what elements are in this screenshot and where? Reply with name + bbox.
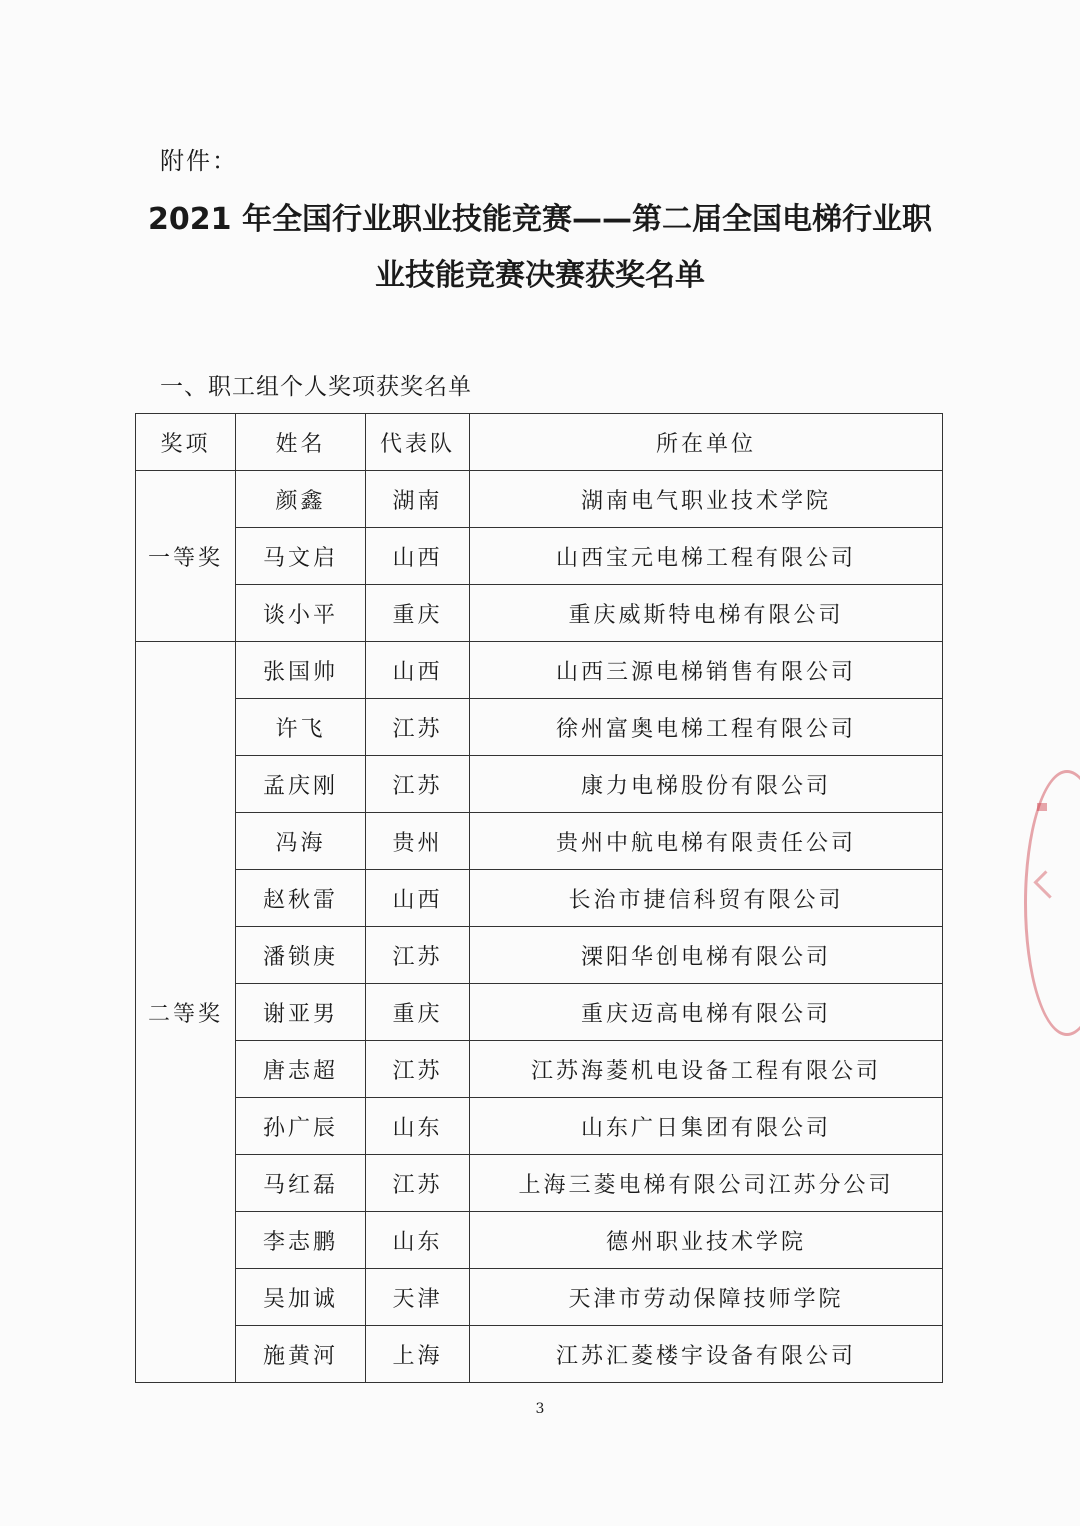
team-cell: 山西	[366, 870, 470, 927]
header-name: 姓名	[236, 414, 366, 471]
team-cell: 湖南	[366, 471, 470, 528]
winner-name-cell: 马红磊	[236, 1155, 366, 1212]
table-row	[136, 927, 943, 984]
document-title	[140, 192, 940, 304]
team-cell: 江苏	[366, 1041, 470, 1098]
unit-cell: 贵州中航电梯有限责任公司	[470, 813, 943, 870]
page-number: 3	[535, 1401, 545, 1417]
table-row	[136, 1041, 943, 1098]
attachment-label: 附件：	[160, 147, 238, 175]
winner-name-cell: 谢亚男	[236, 984, 366, 1041]
table-row	[136, 585, 943, 642]
unit-cell: 溧阳华创电梯有限公司	[470, 927, 943, 984]
team-cell: 重庆	[366, 585, 470, 642]
team-cell: 江苏	[366, 699, 470, 756]
table-row	[136, 642, 943, 699]
table-row	[136, 1098, 943, 1155]
unit-cell: 重庆迈高电梯有限公司	[470, 984, 943, 1041]
table-row	[136, 813, 943, 870]
unit-cell: 山西三源电梯销售有限公司	[470, 642, 943, 699]
winner-name-cell: 孟庆刚	[236, 756, 366, 813]
winner-name-cell: 颜鑫	[236, 471, 366, 528]
header-award: 奖项	[136, 414, 236, 471]
title-line-1: 2021 年全国行业职业技能竞赛——第二届全国电梯行业职	[148, 202, 932, 237]
table-row	[136, 756, 943, 813]
header-unit: 所在单位	[470, 414, 943, 471]
winner-name-cell: 施黄河	[236, 1326, 366, 1383]
unit-cell: 湖南电气职业技术学院	[470, 471, 943, 528]
table-row	[136, 1269, 943, 1326]
table-row	[136, 1155, 943, 1212]
table-row	[136, 471, 943, 528]
unit-cell: 长治市捷信科贸有限公司	[470, 870, 943, 927]
winner-name-cell: 冯海	[236, 813, 366, 870]
team-cell: 山西	[366, 642, 470, 699]
seal-mark	[1033, 870, 1061, 898]
unit-cell: 山东广日集团有限公司	[470, 1098, 943, 1155]
award-level-cell: 二等奖	[136, 642, 236, 1383]
winner-name-cell: 赵秋雷	[236, 870, 366, 927]
table-row	[136, 984, 943, 1041]
winner-name-cell: 唐志超	[236, 1041, 366, 1098]
winner-name-cell: 谈小平	[236, 585, 366, 642]
unit-cell: 山西宝元电梯工程有限公司	[470, 528, 943, 585]
header-team: 代表队	[366, 414, 470, 471]
section-heading: 一、职工组个人奖项获奖名单	[160, 374, 472, 400]
award-level-cell: 一等奖	[136, 471, 236, 642]
team-cell: 江苏	[366, 756, 470, 813]
unit-cell: 江苏海菱机电设备工程有限公司	[470, 1041, 943, 1098]
table-header-row	[136, 414, 943, 471]
team-cell: 山东	[366, 1212, 470, 1269]
winner-name-cell: 孙广辰	[236, 1098, 366, 1155]
table-row	[136, 1326, 943, 1383]
unit-cell: 天津市劳动保障技师学院	[470, 1269, 943, 1326]
team-cell: 贵州	[366, 813, 470, 870]
winner-name-cell: 马文启	[236, 528, 366, 585]
unit-cell: 重庆威斯特电梯有限公司	[470, 585, 943, 642]
team-cell: 山西	[366, 528, 470, 585]
team-cell: 天津	[366, 1269, 470, 1326]
table-row	[136, 528, 943, 585]
red-seal-stamp	[1024, 770, 1080, 1036]
unit-cell: 江苏汇菱楼宇设备有限公司	[470, 1326, 943, 1383]
team-cell: 重庆	[366, 984, 470, 1041]
table-row	[136, 870, 943, 927]
awards-table-body	[136, 471, 943, 1383]
winner-name-cell: 吴加诚	[236, 1269, 366, 1326]
winner-name-cell: 张国帅	[236, 642, 366, 699]
seal-mark	[1037, 803, 1047, 811]
awards-table	[135, 413, 943, 1383]
team-cell: 山东	[366, 1098, 470, 1155]
winner-name-cell: 李志鹏	[236, 1212, 366, 1269]
team-cell: 江苏	[366, 927, 470, 984]
table-row	[136, 699, 943, 756]
title-line-2: 业技能竞赛决赛获奖名单	[375, 258, 705, 293]
table-row	[136, 1212, 943, 1269]
team-cell: 江苏	[366, 1155, 470, 1212]
unit-cell: 德州职业技术学院	[470, 1212, 943, 1269]
unit-cell: 康力电梯股份有限公司	[470, 756, 943, 813]
team-cell: 上海	[366, 1326, 470, 1383]
unit-cell: 徐州富奥电梯工程有限公司	[470, 699, 943, 756]
winner-name-cell: 许飞	[236, 699, 366, 756]
winner-name-cell: 潘锁庚	[236, 927, 366, 984]
unit-cell: 上海三菱电梯有限公司江苏分公司	[470, 1155, 943, 1212]
